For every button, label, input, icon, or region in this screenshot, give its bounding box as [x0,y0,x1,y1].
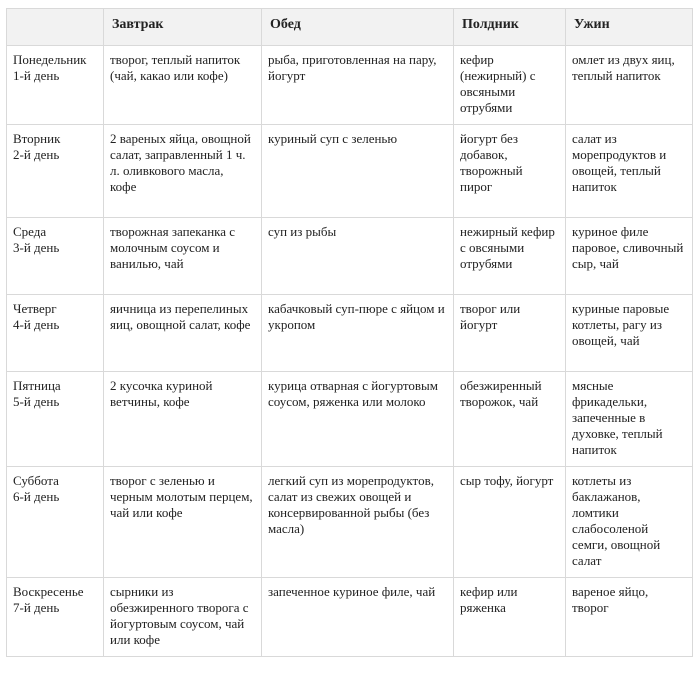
header-row [7,9,693,46]
day-cell [7,295,104,372]
day-cell [7,125,104,218]
snack-cell: кефир (нежирный) с овсяными отрубями [454,46,566,125]
lunch-cell: курица отварная с йогуртовым соусом, ряженка или молоко [262,372,454,467]
breakfast-cell: сырники из обезжиренного творога с йогуртовым соусом, чай или кофе [104,578,262,657]
table-row [7,46,693,125]
day-cell [7,578,104,657]
day-cell [7,46,104,125]
day-number: 3-й день [13,240,60,255]
snack-cell: нежирный кефир с овсяными отрубями [454,218,566,295]
table-row [7,467,693,578]
table-row [7,295,693,372]
snack-cell: обезжиренный творожок, чай [454,372,566,467]
lunch-cell: куриный суп с зеленью [262,125,454,218]
day-name: Понедельник [13,52,87,67]
dinner-cell: куриное филе паровое, сливочный сыр, чай [566,218,693,295]
header-lunch: Обед [262,9,454,46]
dinner-cell: куриные паровые котлеты, рагу из овощей, чай [566,295,693,372]
day-name: Среда [13,224,47,239]
day-name: Четверг [13,301,57,316]
table-row [7,125,693,218]
day-number: 7-й день [13,600,60,615]
lunch-cell: легкий суп из морепродуктов, салат из свежих овощей и консервированной рыбы (без масла) [262,467,454,578]
day-number: 5-й день [13,394,60,409]
dinner-cell: омлет из двух яиц, теплый напиток [566,46,693,125]
table-header [7,9,693,46]
lunch-cell: суп из рыбы [262,218,454,295]
snack-cell: кефир или ряженка [454,578,566,657]
table-body [7,46,693,657]
breakfast-cell: творожная запеканка с молочным соусом и ванилью, чай [104,218,262,295]
day-number: 1-й день [13,68,60,83]
snack-cell: сыр тофу, йогурт [454,467,566,578]
day-name: Воскресенье [13,584,84,599]
breakfast-cell: 2 кусочка куриной ветчины, кофе [104,372,262,467]
dinner-cell: котлеты из баклажанов, ломтики слабосоленой семги, овощной салат [566,467,693,578]
day-number: 2-й день [13,147,60,162]
weekly-diet-table [6,8,693,657]
dinner-cell: вареное яйцо, творог [566,578,693,657]
header-snack: Полдник [454,9,566,46]
lunch-cell: запеченное куриное филе, чай [262,578,454,657]
header-dinner: Ужин [566,9,693,46]
day-cell [7,372,104,467]
snack-cell: йогурт без добавок, творожный пирог [454,125,566,218]
lunch-cell: кабачковый суп-пюре с яйцом и укропом [262,295,454,372]
table-row [7,578,693,657]
day-cell [7,218,104,295]
dinner-cell: мясные фрикадельки, запеченные в духовке, теплый напиток [566,372,693,467]
table-row [7,218,693,295]
breakfast-cell: творог с зеленью и черным молотым перцем, чай или кофе [104,467,262,578]
day-number: 6-й день [13,489,60,504]
breakfast-cell: творог, теплый напиток (чай, какао или кофе) [104,46,262,125]
day-cell [7,467,104,578]
lunch-cell: рыба, приготовленная на пару, йогурт [262,46,454,125]
breakfast-cell: 2 вареных яйца, овощной салат, заправленный 1 ч. л. оливкового масла, кофе [104,125,262,218]
day-number: 4-й день [13,317,60,332]
header-breakfast: Завтрак [104,9,262,46]
table-row [7,372,693,467]
header-corner [7,9,104,46]
snack-cell: творог или йогурт [454,295,566,372]
day-name: Суббота [13,473,59,488]
breakfast-cell: яичница из перепелиных яиц, овощной салат, кофе [104,295,262,372]
dinner-cell: салат из морепродуктов и овощей, теплый напиток [566,125,693,218]
day-name: Вторник [13,131,61,146]
day-name: Пятница [13,378,61,393]
